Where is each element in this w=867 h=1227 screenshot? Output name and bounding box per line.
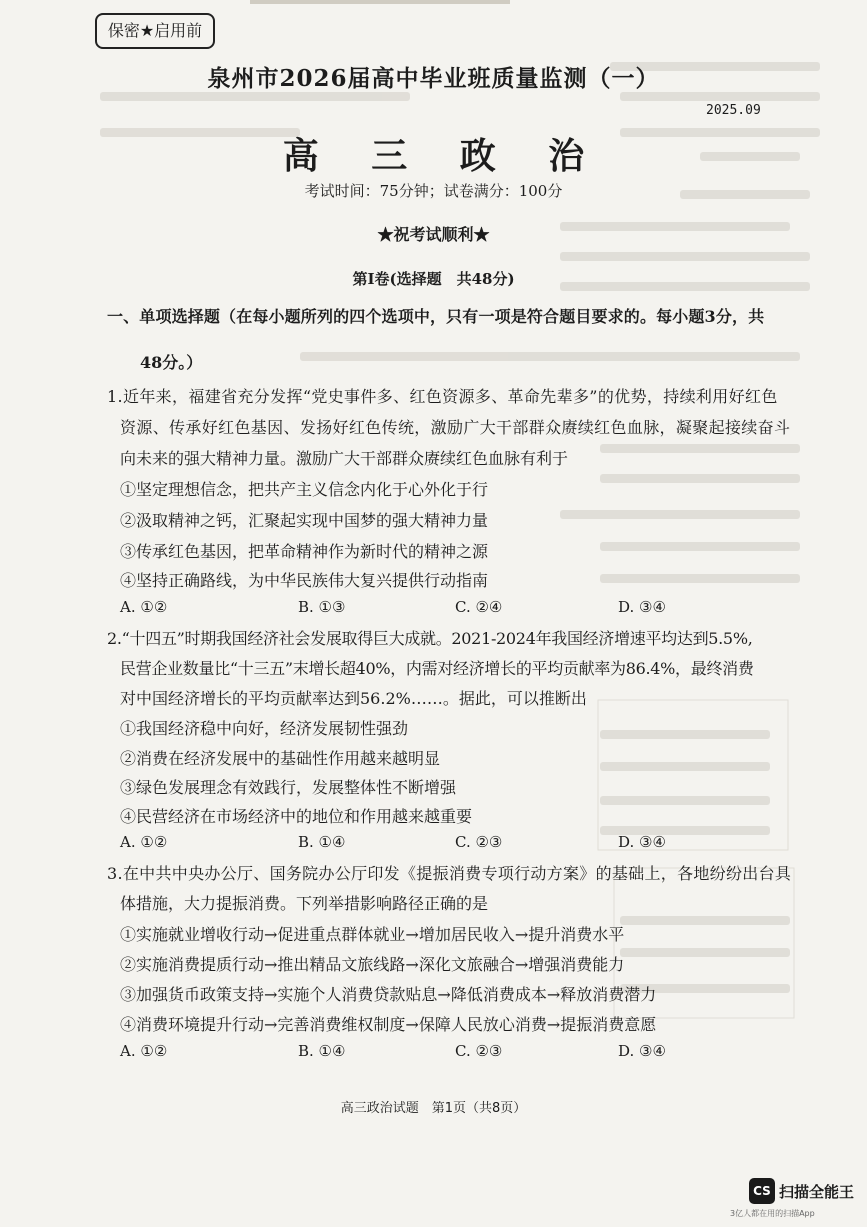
answer-option-d: D. ③④ xyxy=(618,598,666,616)
statement-item: ④消费环境提升行动→完善消费维权制度→保障人民放心消费→提振消费意愿 xyxy=(120,1015,657,1034)
question-stem-line: 体措施，大力提振消费。下列举措影响路径正确的是 xyxy=(120,894,489,913)
page-footer: 高三政治试题 第1页（共8页） xyxy=(340,1101,527,1116)
question-stem-line: 向未来的强大精神力量。激励广大干部群众赓续红色血脉有利于 xyxy=(120,449,569,468)
exam-info: 考试时间：75分钟；试卷满分：100分 xyxy=(304,182,563,200)
statement-item: ①坚定理想信念，把共产主义信念内化于心外化于行 xyxy=(120,480,489,499)
statement-item: ③传承红色基因，把革命精神作为新时代的精神之源 xyxy=(120,542,489,561)
answer-option-a: A. ①② xyxy=(120,833,168,851)
statement-item: ④坚持正确路线，为中华民族伟大复兴提供行动指南 xyxy=(120,571,489,590)
question-stem-line: 对中国经济增长的平均贡献率达到56.2%……。据此，可以推断出 xyxy=(120,689,587,708)
statement-item: ②消费在经济发展中的基础性作用越来越明显 xyxy=(120,749,441,768)
section-instruction: 一、单项选择题（在每小题所列的四个选项中，只有一项是符合题目要求的。每小题3分，共 xyxy=(107,307,765,326)
statement-item: ②实施消费提质行动→推出精品文旅线路→深化文旅融合→增强消费能力 xyxy=(120,955,625,974)
answer-option-a: A. ①② xyxy=(120,598,168,616)
statement-item: ①实施就业增收行动→促进重点群体就业→增加居民收入→提升消费水平 xyxy=(120,925,625,944)
question-stem-line: 3.在中共中央办公厅、国务院办公厅印发《提振消费专项行动方案》的基础上，各地纷纷出台具 xyxy=(107,864,792,883)
statement-item: ④民营经济在市场经济中的地位和作用越来越重要 xyxy=(120,807,473,826)
exam-title: 泉州市2026届高中毕业班质量监测（一） xyxy=(207,65,660,92)
answer-option-b: B. ①③ xyxy=(298,598,346,616)
section-instruction-continued: 48分。） xyxy=(140,353,203,372)
watermark-tagline: 3亿人都在用的扫描App xyxy=(730,1209,815,1218)
statement-item: ②汲取精神之钙，汇聚起实现中国梦的强大精神力量 xyxy=(120,511,489,530)
statement-item: ③加强货币政策支持→实施个人消费贷款贴息→降低消费成本→释放消费潜力 xyxy=(120,985,657,1004)
statement-item: ③绿色发展理念有效践行，发展整体性不断增强 xyxy=(120,778,457,797)
question-stem-line: 2.“十四五”时期我国经济社会发展取得巨大成就。2021-2024年我国经济增速平均达到5.5%, xyxy=(107,629,753,648)
answer-option-b: B. ①④ xyxy=(298,833,346,851)
question-stem-line: 1.近年来，福建省充分发挥“党史事件多、红色资源多、革命先辈多”的优势，持续利用好红色 xyxy=(107,387,778,406)
statement-item: ①我国经济稳中向好，经济发展韧性强劲 xyxy=(120,719,409,738)
watermark-app-name: 扫描全能王 xyxy=(779,1182,855,1201)
good-luck-banner: ★祝考试顺利★ xyxy=(377,225,490,244)
confidential-stamp: 保密★启用前 xyxy=(95,13,215,49)
part-title: 第Ⅰ卷(选择题 共48分) xyxy=(352,270,515,288)
answer-option-c: C. ②③ xyxy=(455,833,503,851)
subject-title: 高 三 政 治 xyxy=(282,135,605,177)
answer-option-c: C. ②③ xyxy=(455,1042,503,1060)
answer-option-d: D. ③④ xyxy=(618,1042,666,1060)
answer-option-c: C. ②④ xyxy=(455,598,503,616)
camscanner-logo-icon: CS xyxy=(749,1178,775,1204)
scanner-watermark xyxy=(749,1178,854,1204)
exam-date: 2025.09 xyxy=(706,103,761,118)
answer-option-b: B. ①④ xyxy=(298,1042,346,1060)
question-stem-line: 民营企业数量比“十三五”末增长超40%，内需对经济增长的平均贡献率为86.4%，最终消费 xyxy=(120,659,754,678)
answer-option-d: D. ③④ xyxy=(618,833,666,851)
answer-option-a: A. ①② xyxy=(120,1042,168,1060)
question-stem-line: 资源、传承好红色基因、发扬好红色传统，激励广大干部群众赓续红色血脉，凝聚起接续奋斗 xyxy=(120,418,791,437)
